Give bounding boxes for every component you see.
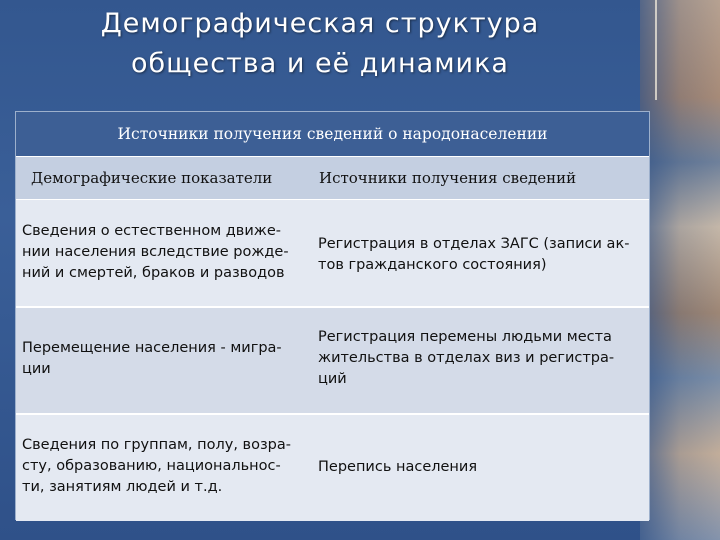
text-line: Перепись населения [318,459,478,475]
table-row [16,200,649,308]
row-source [318,457,648,478]
text-line: нии населения вследствие рожде- [22,244,289,260]
table-caption: Источники получения сведений о народонаселении [16,112,649,157]
text-line: сту, образованию, национальнос- [22,458,281,474]
text-line: Сведения о естественном движе- [22,223,281,239]
slide-title [0,4,640,84]
row-indicator [22,435,310,498]
title-line-1: Демографическая структура [100,8,540,39]
text-line: ний и смертей, браков и разводов [22,265,285,281]
photo-overlay [640,0,720,540]
header-sources: Источники получения сведений [319,169,577,187]
text-line: ций [318,371,347,387]
row-indicator [22,338,310,380]
text-line: Регистрация в отделах ЗАГС (записи ак- [318,236,630,252]
decorative-line [655,0,657,100]
row-source [318,234,648,276]
sources-table [15,111,650,520]
header-indicators: Демографические показатели [31,169,273,187]
text-line: ти, занятиям людей и т.д. [22,479,223,495]
row-indicator [22,221,310,284]
text-line: Сведения по группам, полу, возра- [22,437,292,453]
table-header-row [16,157,649,201]
row-source [318,327,648,390]
text-line: тов гражданского состояния) [318,257,547,273]
text-line: Перемещение населения - мигра- [22,340,282,356]
table-row [16,308,649,415]
text-line: жительства в отделах виз и регистра- [318,350,615,366]
text-line: Регистрация перемены людьми места [318,329,612,345]
text-line: ции [22,361,51,377]
table-row [16,415,649,521]
title-line-2: общества и её динамика [131,48,509,79]
